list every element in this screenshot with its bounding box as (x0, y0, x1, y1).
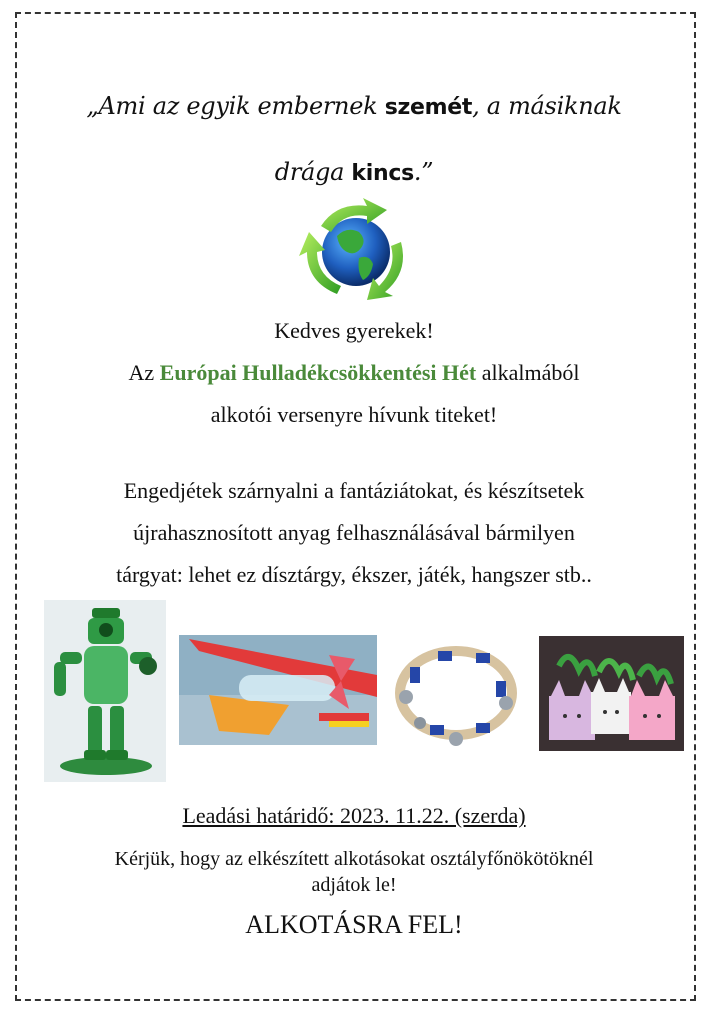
quote-emphasis-szemet: szemét (384, 95, 473, 120)
greeting: Kedves gyerekek! (274, 318, 434, 343)
quote-line-1: „Ami az egyik embernek szemét, a másiknak (86, 92, 622, 120)
description-line-3: tárgyat: lehet ez dísztárgy, ékszer, játék, hangszer stb.. (116, 562, 592, 587)
recycling-globe-icon (297, 196, 415, 308)
intro-line-2: alkotói versenyre hívunk titeket! (210, 402, 498, 427)
bottle-robot-image (44, 600, 166, 782)
carton-planters-image (539, 636, 684, 751)
quote-emphasis-kincs: kincs (351, 161, 414, 186)
submission-deadline: Leadási határidő: 2023. 11.22. (szerda) (182, 803, 526, 828)
instruction-line-1: Kérjük, hogy az elkészített alkotásokat osztályfőnökötöknél (114, 848, 594, 870)
event-name-highlight: Európai Hulladékcsökkentési Hét (159, 360, 477, 385)
description-line-2: újrahasznosított anyag felhasználásával bármilyen (133, 520, 575, 545)
description-line-1: Engedjétek szárnyalni a fantáziátokat, és készítsetek (123, 478, 585, 503)
bottlecap-tambourine-image (390, 627, 522, 750)
call-to-action: ALKOTÁSRA FEL! (245, 910, 463, 939)
bottle-airplane-image (179, 635, 377, 745)
intro-line-1: Az Európai Hulladékcsökkentési Hét alkalmából (128, 360, 580, 385)
instruction-line-2: adjátok le! (311, 874, 397, 896)
quote-line-2: drága kincs.” (274, 158, 434, 186)
